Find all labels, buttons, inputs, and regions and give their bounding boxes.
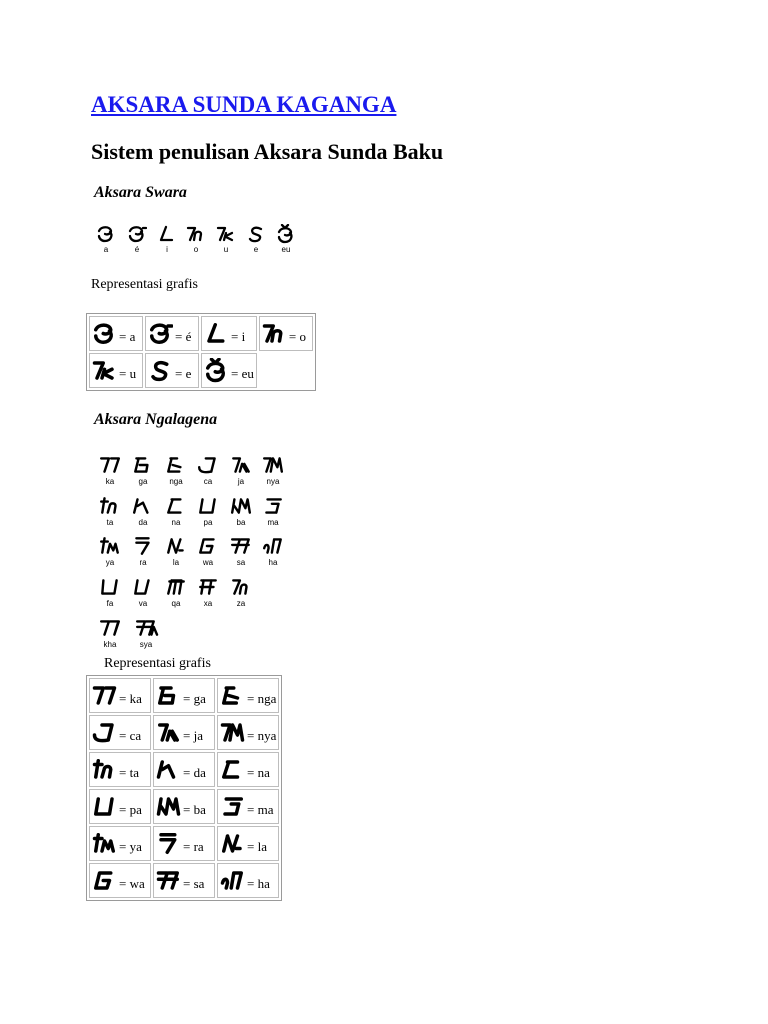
glyph-label: da	[138, 518, 148, 527]
swara-table-value: = i	[231, 328, 246, 344]
ngalagena-glyph-da	[132, 495, 154, 527]
ngalagena-glyph-ta	[99, 495, 121, 527]
ngalagena-glyph-ca	[197, 454, 219, 486]
glyph-label: a	[103, 245, 109, 254]
swara-table-cell-a	[89, 316, 143, 351]
ngalagena-table-value: = ka	[119, 690, 142, 706]
sundanese-za-glyph-icon	[230, 576, 252, 598]
swara-table-value: = e	[175, 365, 192, 381]
sundanese-o-glyph-icon	[186, 224, 206, 244]
glyph-label: u	[223, 245, 229, 254]
glyph-label: ra	[139, 558, 147, 567]
glyph-label: pa	[203, 518, 213, 527]
sundanese-ga-glyph-icon	[132, 454, 154, 476]
glyph-label: nga	[169, 477, 183, 486]
ngalagena-table-value: = ha	[247, 875, 270, 891]
ngalagena-glyph-kha	[96, 617, 124, 649]
ngalagena-table-value: = nga	[247, 690, 277, 706]
sundanese-eu-glyph-icon	[204, 358, 229, 383]
glyph-label: xa	[203, 599, 213, 608]
sundanese-ma-glyph-icon	[220, 794, 245, 819]
sundanese-ca-glyph-icon	[197, 454, 219, 476]
ngalagena-glyph-ba	[230, 495, 252, 527]
ngalagena-table-value: = ba	[183, 801, 206, 817]
ngalagena-glyph-nya	[262, 454, 284, 486]
ngalagena-table-cell-da	[153, 752, 215, 787]
swara-glyph-o	[186, 224, 206, 254]
sundanese-a-glyph-icon	[92, 321, 117, 346]
ngalagena-glyph-za	[230, 576, 252, 608]
sundanese-na-glyph-icon	[165, 495, 187, 517]
sundanese-ra-glyph-icon	[156, 831, 181, 856]
sundanese-ba-glyph-icon	[230, 495, 252, 517]
sundanese-kha-glyph-icon	[96, 617, 124, 639]
ngalagena-glyph-sa	[230, 535, 252, 567]
ngalagena-glyph-pa	[197, 495, 219, 527]
ngalagena-table-value: = ga	[183, 690, 206, 706]
glyph-label: ha	[268, 558, 278, 567]
sundanese-eu-glyph-icon	[276, 224, 296, 244]
ngalagena-table-row	[89, 789, 279, 824]
ngalagena-table-cell-la	[217, 826, 279, 861]
glyph-label: ja	[237, 477, 245, 486]
swara-glyph-e	[246, 224, 266, 254]
swara-table-row	[89, 316, 313, 351]
sundanese-u-glyph-icon	[92, 358, 117, 383]
sundanese-da-glyph-icon	[132, 495, 154, 517]
glyph-label: sya	[139, 640, 153, 649]
ngalagena-table-value: = ya	[119, 838, 142, 854]
sundanese-e-glyph-icon	[148, 358, 173, 383]
sundanese-é-glyph-icon	[148, 321, 173, 346]
glyph-label: va	[138, 599, 148, 608]
sundanese-ga-glyph-icon	[156, 683, 181, 708]
ngalagena-glyph-va	[132, 576, 154, 608]
swara-table-value: = a	[119, 328, 136, 344]
sundanese-ka-glyph-icon	[99, 454, 121, 476]
ngalagena-glyph-ya	[99, 535, 121, 567]
ngalagena-table-value: = sa	[183, 875, 205, 891]
swara-table-cell-i	[201, 316, 257, 351]
swara-table-cell-o	[259, 316, 313, 351]
glyph-label: ta	[106, 518, 114, 527]
swara-table-cell-eu	[201, 353, 257, 388]
sundanese-nya-glyph-icon	[220, 720, 245, 745]
sundanese-ya-glyph-icon	[99, 535, 121, 557]
glyph-label: na	[171, 518, 181, 527]
sundanese-sa-glyph-icon	[230, 535, 252, 557]
sundanese-a-glyph-icon	[96, 224, 116, 244]
ngalagena-table-row	[89, 826, 279, 861]
sundanese-xa-glyph-icon	[197, 576, 219, 598]
sundanese-da-glyph-icon	[156, 757, 181, 782]
sundanese-na-glyph-icon	[220, 757, 245, 782]
ngalagena-table-row	[89, 863, 279, 898]
swara-glyph-u	[216, 224, 236, 254]
sundanese-ba-glyph-icon	[156, 794, 181, 819]
glyph-label: ma	[267, 518, 279, 527]
sundanese-la-glyph-icon	[165, 535, 187, 557]
sundanese-qa-glyph-icon	[165, 576, 187, 598]
ngalagena-table-cell-ya	[89, 826, 151, 861]
ngalagena-table-value: = na	[247, 764, 270, 780]
glyph-label: ca	[203, 477, 213, 486]
glyph-label: ka	[105, 477, 115, 486]
ngalagena-table-row	[89, 752, 279, 787]
sundanese-ka-glyph-icon	[92, 683, 117, 708]
ngalagena-glyph-ma	[262, 495, 284, 527]
sundanese-nga-glyph-icon	[220, 683, 245, 708]
glyph-label: kha	[103, 640, 117, 649]
sundanese-o-glyph-icon	[262, 321, 287, 346]
ngalagena-glyph-sya	[132, 617, 160, 649]
ngalagena-table-cell-ja	[153, 715, 215, 750]
swara-representation-table	[86, 313, 316, 391]
ngalagena-glyph-qa	[165, 576, 187, 608]
ngalagena-table-value: = da	[183, 764, 206, 780]
ngalagena-table-value: = nya	[247, 727, 277, 743]
ngalagena-glyph-nga	[165, 454, 187, 486]
swara-glyph-eu	[276, 224, 296, 254]
ngalagena-glyph-na	[165, 495, 187, 527]
sundanese-i-glyph-icon	[204, 321, 229, 346]
ngalagena-glyph-ka	[99, 454, 121, 486]
ngalagena-table-cell-sa	[153, 863, 215, 898]
glyph-label: fa	[106, 599, 114, 608]
sundanese-ra-glyph-icon	[132, 535, 154, 557]
sundanese-la-glyph-icon	[220, 831, 245, 856]
swara-table-value: = o	[288, 328, 306, 344]
swara-glyph-i	[157, 224, 177, 254]
sundanese-wa-glyph-icon	[92, 868, 117, 893]
ngalagena-representation-table	[86, 675, 282, 901]
ngalagena-glyph-ra	[132, 535, 154, 567]
sundanese-nga-glyph-icon	[165, 454, 187, 476]
sundanese-wa-glyph-icon	[197, 535, 219, 557]
ngalagena-glyph-xa	[197, 576, 219, 608]
sundanese-e-glyph-icon	[246, 224, 266, 244]
glyph-label: i	[166, 245, 168, 254]
sundanese-pa-glyph-icon	[197, 495, 219, 517]
glyph-label: ba	[236, 518, 246, 527]
ngalagena-glyph-la	[165, 535, 187, 567]
sundanese-u-glyph-icon	[216, 224, 236, 244]
sundanese-ya-glyph-icon	[92, 831, 117, 856]
ngalagena-table-cell-nya	[217, 715, 279, 750]
ngalagena-table-cell-pa	[89, 789, 151, 824]
sundanese-sa-glyph-icon	[156, 868, 181, 893]
ngalagena-table-cell-ga	[153, 678, 215, 713]
glyph-label: é	[134, 245, 140, 254]
sundanese-pa-glyph-icon	[92, 794, 117, 819]
glyph-label: e	[253, 245, 259, 254]
ngalagena-glyph-fa	[99, 576, 121, 608]
sundanese-ca-glyph-icon	[92, 720, 117, 745]
glyph-label: ya	[105, 558, 115, 567]
sundanese-sya-glyph-icon	[132, 617, 160, 639]
sundanese-ha-glyph-icon	[262, 535, 284, 557]
ngalagena-table-cell-ma	[217, 789, 279, 824]
page-subtitle: Sistem penulisan Aksara Sunda Baku	[91, 139, 444, 164]
ngalagena-table-value: = ta	[119, 764, 139, 780]
ngalagena-table-value: = la	[247, 838, 267, 854]
swara-table-value: = é	[175, 328, 192, 344]
glyph-label: qa	[171, 599, 181, 608]
ngalagena-table-cell-ta	[89, 752, 151, 787]
swara-glyph-a	[96, 224, 116, 254]
sundanese-ta-glyph-icon	[99, 495, 121, 517]
ngalagena-rep-label: Representasi grafis	[104, 656, 211, 671]
ngalagena-glyph-ga	[132, 454, 154, 486]
glyph-label: la	[172, 558, 180, 567]
swara-rep-label: Representasi grafis	[91, 277, 198, 292]
ngalagena-table-row	[89, 715, 279, 750]
sundanese-nya-glyph-icon	[262, 454, 284, 476]
ngalagena-glyph-ja	[230, 454, 252, 486]
ngalagena-table-cell-ka	[89, 678, 151, 713]
sundanese-e-acute-glyph-icon	[127, 224, 147, 244]
ngalagena-table-row	[89, 678, 279, 713]
ngalagena-table-value: = pa	[119, 801, 142, 817]
sundanese-ja-glyph-icon	[156, 720, 181, 745]
ngalagena-table-cell-ba	[153, 789, 215, 824]
sundanese-ja-glyph-icon	[230, 454, 252, 476]
swara-table-value: = eu	[231, 365, 254, 381]
sundanese-ma-glyph-icon	[262, 495, 284, 517]
ngalagena-table-cell-ca	[89, 715, 151, 750]
ngalagena-table-value: = ma	[247, 801, 274, 817]
page-title[interactable]: AKSARA SUNDA KAGANGA	[91, 92, 397, 117]
swara-table-cell-u	[89, 353, 143, 388]
ngalagena-heading: Aksara Ngalagena	[94, 411, 218, 428]
sundanese-fa-glyph-icon	[99, 576, 121, 598]
ngalagena-table-value: = ca	[119, 727, 142, 743]
ngalagena-table-cell-na	[217, 752, 279, 787]
swara-heading: Aksara Swara	[94, 184, 187, 201]
ngalagena-table-cell-ra	[153, 826, 215, 861]
ngalagena-table-cell-ha	[217, 863, 279, 898]
ngalagena-table-cell-wa	[89, 863, 151, 898]
ngalagena-table-value: = ja	[183, 727, 203, 743]
glyph-label: ga	[138, 477, 148, 486]
ngalagena-glyph-wa	[197, 535, 219, 567]
ngalagena-table-cell-nga	[217, 678, 279, 713]
glyph-label: sa	[236, 558, 246, 567]
ngalagena-table-value: = ra	[183, 838, 204, 854]
glyph-label: wa	[202, 558, 214, 567]
swara-glyph-é	[127, 224, 147, 254]
sundanese-va-glyph-icon	[132, 576, 154, 598]
ngalagena-glyph-ha	[262, 535, 284, 567]
sundanese-ta-glyph-icon	[92, 757, 117, 782]
sundanese-ha-glyph-icon	[220, 868, 245, 893]
swara-table-cell-é	[145, 316, 199, 351]
glyph-label: o	[193, 245, 199, 254]
glyph-label: nya	[266, 477, 280, 486]
glyph-label: za	[236, 599, 246, 608]
glyph-label: eu	[281, 245, 291, 254]
ngalagena-table-value: = wa	[119, 875, 145, 891]
swara-table-value: = u	[119, 365, 137, 381]
swara-table-cell-e	[145, 353, 199, 388]
sundanese-i-glyph-icon	[157, 224, 177, 244]
swara-table-row	[89, 353, 313, 388]
